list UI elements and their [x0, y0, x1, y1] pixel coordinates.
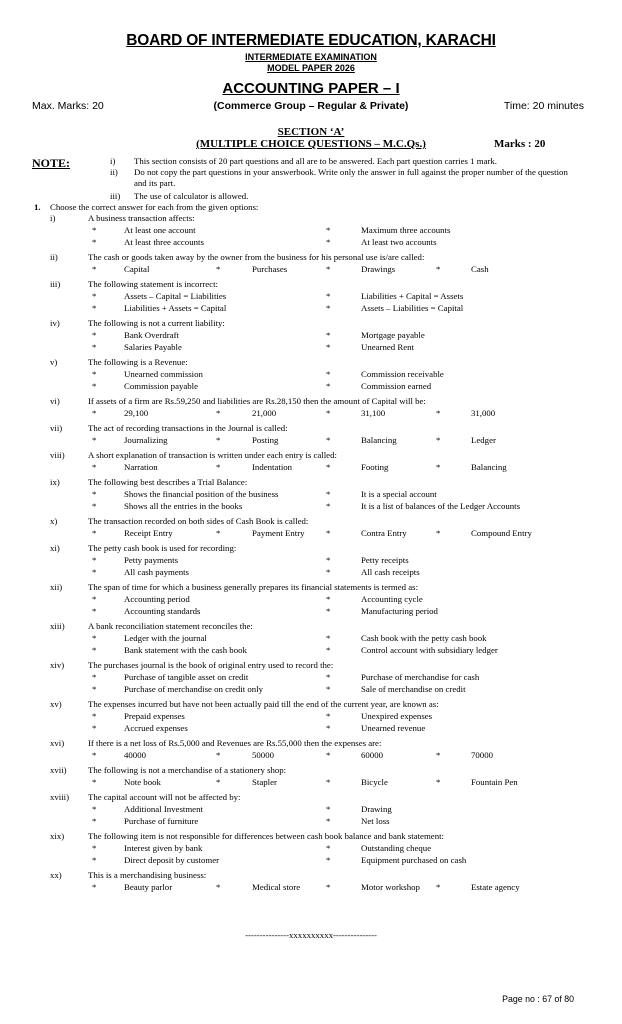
option-bullet: * [92, 882, 97, 892]
part-number: xii) [50, 582, 63, 592]
answer-option: Ledger with the journal [124, 633, 207, 643]
answer-option: Balancing [361, 435, 397, 445]
answer-option: 70000 [471, 750, 493, 760]
option-bullet: * [92, 804, 97, 814]
answer-option: Contra Entry [361, 528, 407, 538]
answer-option: Additional Investment [124, 804, 203, 814]
part-number: xx) [50, 870, 62, 880]
answer-option: At least three accounts [124, 237, 204, 247]
option-bullet: * [92, 291, 97, 301]
option-bullet: * [326, 435, 331, 445]
part-number: xix) [50, 831, 65, 841]
answer-option: Ledger [471, 435, 496, 445]
answer-option: Cash book with the petty cash book [361, 633, 487, 643]
answer-option: 31,000 [471, 408, 496, 418]
paper-title: ACCOUNTING PAPER – I [222, 80, 400, 97]
part-number: iv) [50, 318, 60, 328]
answer-option: Manufacturing period [361, 606, 438, 616]
answer-option: Unearned Rent [361, 342, 415, 352]
part-question: The following is a Revenue: [88, 357, 188, 367]
answer-option: Commission receivable [361, 369, 444, 379]
answer-option: Stapler [252, 777, 277, 787]
answer-option: Indentation [252, 462, 293, 472]
part-question: A short explanation of transaction is written under each entry is called: [88, 450, 337, 460]
answer-option: Salaries Payable [124, 342, 182, 352]
option-bullet: * [326, 816, 331, 826]
part-question: The following statement is incorrect: [88, 279, 218, 289]
answer-option: Journalizing [124, 435, 168, 445]
part-number: vi) [50, 396, 60, 406]
option-bullet: * [326, 777, 331, 787]
part-number: xvii) [50, 765, 67, 775]
option-bullet: * [326, 330, 331, 340]
end-divider: ---------------xxxxxxxxxx--------------- [245, 930, 377, 940]
option-bullet: * [326, 882, 331, 892]
answer-option: Accounting period [124, 594, 190, 604]
option-bullet: * [92, 750, 97, 760]
option-bullet: * [92, 843, 97, 853]
answer-option: Posting [252, 435, 279, 445]
part-number: vii) [50, 423, 63, 433]
note-text: The use of calculator is allowed. [134, 191, 249, 201]
answer-option: At least one account [124, 225, 196, 235]
part-number: i) [50, 213, 56, 223]
option-bullet: * [326, 723, 331, 733]
option-bullet: * [326, 381, 331, 391]
part-number: v) [50, 357, 58, 367]
option-bullet: * [216, 528, 221, 538]
answer-option: Purchase of merchandise for cash [361, 672, 480, 682]
answer-option: It is a special account [361, 489, 437, 499]
answer-option: Note book [124, 777, 161, 787]
group-label: (Commerce Group – Regular & Private) [213, 100, 409, 112]
part-question: A business transaction affects: [88, 213, 195, 223]
answer-option: Assets – Capital = Liabilities [124, 291, 227, 301]
option-bullet: * [326, 672, 331, 682]
part-number: xiii) [50, 621, 65, 631]
option-bullet: * [326, 606, 331, 616]
answer-option: At least two accounts [361, 237, 437, 247]
part-question: If assets of a firm are Rs.59,250 and liabilities are Rs.28,150 then the amount of Capital will be: [88, 396, 426, 406]
part-number: ii) [50, 252, 58, 262]
option-bullet: * [92, 633, 97, 643]
option-bullet: * [326, 645, 331, 655]
option-bullet: * [92, 264, 97, 274]
note-number: iii) [110, 191, 121, 201]
answer-option: Estate agency [471, 882, 520, 892]
answer-option: Liabilities + Capital = Assets [361, 291, 464, 301]
section-marks: Marks : 20 [494, 138, 546, 150]
model-paper-title: MODEL PAPER 2026 [267, 63, 355, 73]
question-instruction: Choose the correct answer for each from the given options: [50, 202, 259, 212]
option-bullet: * [92, 462, 97, 472]
option-bullet: * [92, 555, 97, 565]
answer-option: Drawing [361, 804, 392, 814]
answer-option: Petty receipts [361, 555, 409, 565]
part-number: x) [50, 516, 58, 526]
option-bullet: * [92, 711, 97, 721]
option-bullet: * [216, 264, 221, 274]
part-question: This is a merchandising business: [88, 870, 207, 880]
option-bullet: * [216, 462, 221, 472]
option-bullet: * [92, 501, 97, 511]
option-bullet: * [92, 342, 97, 352]
option-bullet: * [436, 408, 441, 418]
answer-option: Maximum three accounts [361, 225, 451, 235]
part-question: The span of time for which a business generally prepares its financial statements is termed as: [88, 582, 419, 592]
note-text: Do not copy the part questions in your answerbook. Write only the answer in full against the proper number of the question and its part. [134, 167, 568, 188]
answer-option: Payment Entry [252, 528, 305, 538]
option-bullet: * [92, 381, 97, 391]
answer-option: 60000 [361, 750, 383, 760]
exam-title: INTERMEDIATE EXAMINATION [245, 52, 377, 62]
option-bullet: * [216, 435, 221, 445]
option-bullet: * [92, 594, 97, 604]
max-marks: Max. Marks: 20 [32, 100, 104, 112]
option-bullet: * [92, 330, 97, 340]
answer-option: Balancing [471, 462, 507, 472]
option-bullet: * [92, 816, 97, 826]
answer-option: Accounting standards [124, 606, 201, 616]
answer-option: Bicycle [361, 777, 388, 787]
option-bullet: * [326, 843, 331, 853]
answer-option: Capital [124, 264, 150, 274]
note-number: i) [110, 156, 116, 166]
option-bullet: * [326, 855, 331, 865]
answer-option: Purchases [252, 264, 288, 274]
note-text: This section consists of 20 part questions and all are to be answered. Each part question carries 1 mark. [134, 156, 498, 166]
note-label: NOTE: [32, 156, 71, 170]
answer-option: Bank statement with the cash book [124, 645, 247, 655]
answer-option: Fountain Pen [471, 777, 518, 787]
part-number: xiv) [50, 660, 65, 670]
part-question: The cash or goods taken away by the owner from the business for his personal use is/are called: [88, 252, 425, 262]
answer-option: All cash payments [124, 567, 189, 577]
option-bullet: * [326, 804, 331, 814]
time-allowed: Time: 20 minutes [503, 100, 584, 112]
page-number: Page no : 67 of 80 [502, 994, 574, 1004]
answer-option: All cash receipts [361, 567, 420, 577]
option-bullet: * [216, 750, 221, 760]
option-bullet: * [436, 264, 441, 274]
part-question: The expenses incurred but have not been actually paid till the end of the current year, are known as: [88, 699, 439, 709]
option-bullet: * [326, 342, 331, 352]
part-number: xv) [50, 699, 62, 709]
part-question: The following item is not responsible for differences between cash book balance and bank statement: [88, 831, 444, 841]
part-question: The capital account will not be affected by: [88, 792, 241, 802]
answer-option: Motor workshop [361, 882, 420, 892]
answer-option: Interest given by bank [124, 843, 203, 853]
answer-option: Commission earned [361, 381, 432, 391]
part-question: The following best describes a Trial Balance: [88, 477, 248, 487]
part-question: The transaction recorded on both sides of Cash Book is called: [88, 516, 309, 526]
option-bullet: * [216, 882, 221, 892]
option-bullet: * [92, 567, 97, 577]
option-bullet: * [92, 606, 97, 616]
option-bullet: * [92, 855, 97, 865]
option-bullet: * [216, 777, 221, 787]
option-bullet: * [326, 237, 331, 247]
answer-option: 29,100 [124, 408, 149, 418]
answer-option: 50000 [252, 750, 274, 760]
part-number: ix) [50, 477, 60, 487]
question-number: 1. [34, 202, 41, 212]
answer-option: Accrued expenses [124, 723, 188, 733]
part-question: The petty cash book is used for recording: [88, 543, 237, 553]
answer-option: Shows all the entries in the books [124, 501, 243, 511]
option-bullet: * [92, 408, 97, 418]
answer-option: Drawings [361, 264, 396, 274]
answer-option: Purchase of furniture [124, 816, 199, 826]
answer-option: Control account with subsidiary ledger [361, 645, 498, 655]
option-bullet: * [326, 408, 331, 418]
answer-option: Equipment purchased on cash [361, 855, 467, 865]
option-bullet: * [92, 777, 97, 787]
option-bullet: * [92, 435, 97, 445]
section-title: SECTION ‘A’ [277, 126, 345, 138]
part-question: A bank reconciliation statement reconciles the: [88, 621, 253, 631]
answer-option: It is a list of balances of the Ledger Accounts [361, 501, 521, 511]
option-bullet: * [436, 435, 441, 445]
part-number: xvi) [50, 738, 65, 748]
answer-option: Shows the financial position of the business [124, 489, 279, 499]
option-bullet: * [326, 489, 331, 499]
part-number: viii) [50, 450, 65, 460]
part-question: The purchases journal is the book of original entry used to record the: [88, 660, 334, 670]
option-bullet: * [326, 225, 331, 235]
answer-option: Accounting cycle [361, 594, 423, 604]
option-bullet: * [92, 645, 97, 655]
option-bullet: * [436, 882, 441, 892]
part-number: xi) [50, 543, 60, 553]
answer-option: Sale of merchandise on credit [361, 684, 466, 694]
part-question: The following is not a merchandise of a stationery shop: [88, 765, 287, 775]
option-bullet: * [436, 777, 441, 787]
option-bullet: * [92, 303, 97, 313]
option-bullet: * [92, 723, 97, 733]
answer-option: Net loss [361, 816, 390, 826]
note-number: ii) [110, 167, 118, 177]
option-bullet: * [326, 291, 331, 301]
answer-option: Liabilities + Assets = Capital [124, 303, 227, 313]
answer-option: 21,000 [252, 408, 277, 418]
answer-option: Compound Entry [471, 528, 532, 538]
answer-option: Narration [124, 462, 158, 472]
option-bullet: * [326, 369, 331, 379]
option-bullet: * [326, 633, 331, 643]
option-bullet: * [326, 567, 331, 577]
option-bullet: * [436, 750, 441, 760]
answer-option: Cash [471, 264, 489, 274]
answer-option: Purchase of tangible asset on credit [124, 672, 249, 682]
answer-option: Medical store [252, 882, 301, 892]
option-bullet: * [92, 225, 97, 235]
option-bullet: * [326, 555, 331, 565]
answer-option: Bank Overdraft [124, 330, 179, 340]
answer-option: Unexpired expenses [361, 711, 433, 721]
option-bullet: * [92, 528, 97, 538]
option-bullet: * [92, 489, 97, 499]
answer-option: Footing [361, 462, 389, 472]
board-title: BOARD OF INTERMEDIATE EDUCATION, KARACHI [126, 32, 496, 49]
part-number: xviii) [50, 792, 70, 802]
answer-option: Receipt Entry [124, 528, 173, 538]
answer-option: Mortgage payable [361, 330, 425, 340]
option-bullet: * [436, 528, 441, 538]
part-question: If there is a net loss of Rs.5,000 and Revenues are Rs.55,000 then the expenses are: [88, 738, 382, 748]
option-bullet: * [326, 501, 331, 511]
option-bullet: * [216, 408, 221, 418]
option-bullet: * [436, 462, 441, 472]
part-question: The act of recording transactions in the Journal is called: [88, 423, 288, 433]
option-bullet: * [92, 672, 97, 682]
option-bullet: * [92, 237, 97, 247]
answer-option: Prepaid expenses [124, 711, 185, 721]
answer-option: 40000 [124, 750, 146, 760]
part-question: The following is not a current liability: [88, 318, 225, 328]
answer-option: Assets – Liabilities = Capital [361, 303, 464, 313]
option-bullet: * [326, 264, 331, 274]
answer-option: Commission payable [124, 381, 199, 391]
option-bullet: * [326, 528, 331, 538]
answer-option: 31,100 [361, 408, 386, 418]
answer-option: Purchase of merchandise on credit only [124, 684, 263, 694]
answer-option: Outstanding cheque [361, 843, 432, 853]
option-bullet: * [326, 750, 331, 760]
part-number: iii) [50, 279, 61, 289]
answer-option: Unearned commission [124, 369, 203, 379]
option-bullet: * [326, 594, 331, 604]
answer-option: Unearned revenue [361, 723, 426, 733]
option-bullet: * [92, 369, 97, 379]
section-subtitle: (MULTIPLE CHOICE QUESTIONS – M.C.Qs.) [196, 138, 426, 150]
answer-option: Direct deposit by customer [124, 855, 220, 865]
answer-option: Beauty parlor [124, 882, 173, 892]
option-bullet: * [92, 684, 97, 694]
answer-option: Petty payments [124, 555, 178, 565]
option-bullet: * [326, 303, 331, 313]
option-bullet: * [326, 462, 331, 472]
option-bullet: * [326, 711, 331, 721]
option-bullet: * [326, 684, 331, 694]
